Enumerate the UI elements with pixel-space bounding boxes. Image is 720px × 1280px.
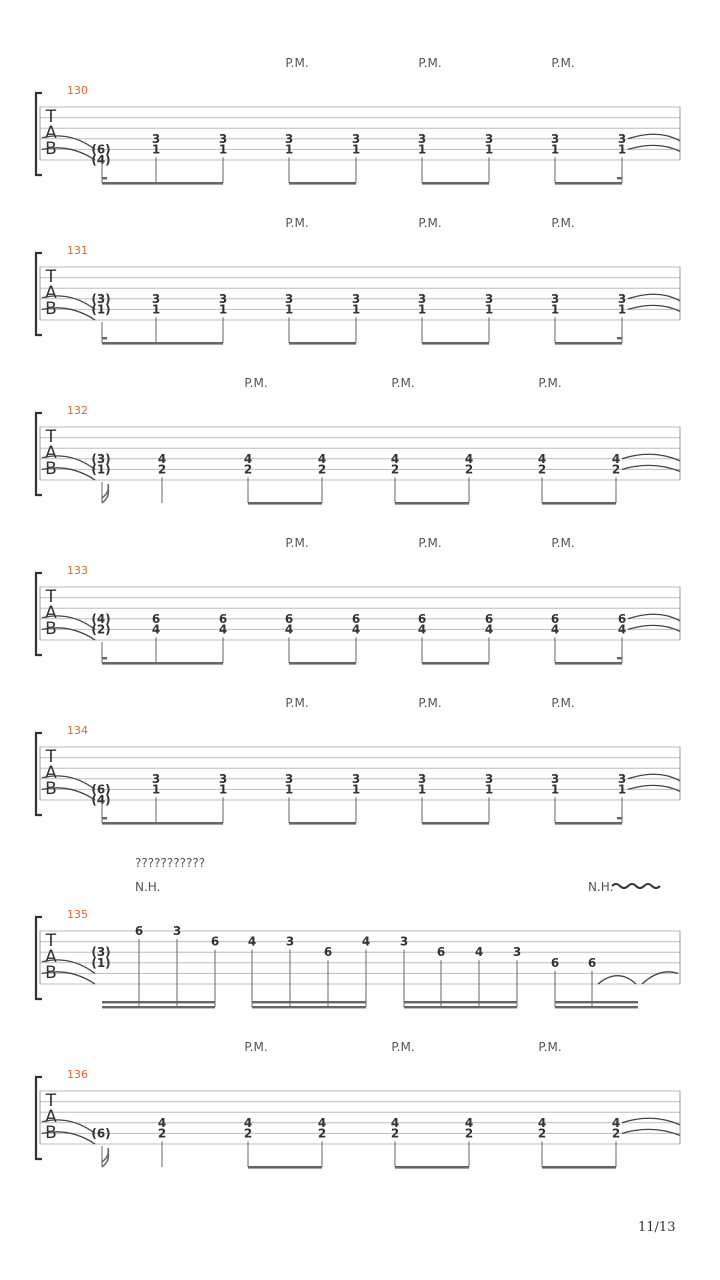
fret-note: 6 (550, 611, 560, 626)
tab-letter: A (45, 283, 57, 303)
fret-note: 3 (285, 934, 295, 949)
tied-note: (1) (91, 955, 111, 970)
fret-note: 4 (417, 622, 427, 637)
palm-mute-label: P.M. (244, 1040, 268, 1054)
tie-arc (628, 785, 680, 791)
tab-letter: A (45, 123, 57, 143)
beam (422, 822, 489, 825)
fret-note: 3 (484, 771, 494, 786)
tie-arc (622, 1118, 680, 1125)
fret-note: 4 (617, 622, 627, 637)
fret-note: 6 (134, 924, 144, 938)
beam (102, 182, 223, 185)
beam (395, 1166, 469, 1169)
tied-note: (4) (91, 153, 111, 167)
tie-arc (628, 305, 680, 311)
measure-number: 135 (67, 908, 88, 921)
palm-mute-label: P.M. (551, 536, 575, 550)
tied-note: (4) (91, 611, 111, 626)
fret-note: 3 (218, 291, 228, 306)
beam (555, 1006, 638, 1008)
page-number: 11/13 (638, 1220, 676, 1235)
tie-arc (622, 1129, 680, 1135)
tie-arc (628, 614, 680, 621)
fret-note: 6 (351, 611, 361, 626)
palm-mute-label: P.M. (418, 536, 442, 550)
fret-note: 3 (151, 291, 161, 306)
beam (289, 342, 356, 345)
fret-note: 1 (617, 782, 627, 797)
fret-note: 1 (550, 782, 560, 797)
fret-note: 3 (351, 771, 361, 786)
fret-note: 3 (284, 131, 294, 146)
fret-note: 4 (611, 451, 621, 466)
fret-note: 3 (484, 131, 494, 146)
fret-note: 1 (484, 782, 494, 797)
palm-mute-label: P.M. (418, 696, 442, 710)
fret-note: 3 (218, 771, 228, 786)
fret-note: 1 (218, 782, 228, 797)
palm-mute-label: P.M. (418, 56, 442, 70)
palm-mute-label: P.M. (391, 376, 415, 390)
beam (102, 822, 223, 825)
beam-stub (102, 657, 107, 659)
system-bracket (36, 733, 42, 815)
fret-note: 4 (218, 622, 228, 637)
tab-letter: T (45, 267, 57, 287)
fret-note: 3 (151, 771, 161, 786)
fret-note: 1 (218, 302, 228, 317)
fret-note: 2 (317, 462, 327, 477)
fret-note: 1 (417, 142, 427, 157)
fret-note: 6 (210, 934, 220, 949)
vibrato-mark (612, 884, 660, 888)
fret-note: 4 (243, 1115, 253, 1130)
natural-harmonic-label: N.H. (588, 880, 614, 894)
beam (289, 662, 356, 665)
fret-note: 2 (243, 462, 253, 477)
fret-note: 4 (243, 451, 253, 466)
fret-note: 3 (550, 771, 560, 786)
fret-note: 4 (351, 622, 361, 637)
palm-mute-label: P.M. (538, 1040, 562, 1054)
tied-note: (6) (91, 782, 111, 797)
tied-note: (3) (91, 451, 111, 466)
fret-note: 2 (464, 462, 474, 477)
beam (555, 342, 622, 345)
beam (555, 1001, 638, 1003)
fret-note: 4 (157, 451, 167, 466)
fret-note: 6 (218, 611, 228, 626)
tie-arc (628, 294, 680, 301)
palm-mute-label: P.M. (551, 56, 575, 70)
fret-note: 6 (617, 611, 627, 626)
fret-note: 4 (464, 451, 474, 466)
beam (542, 1166, 616, 1169)
fret-note: 3 (512, 945, 522, 960)
fret-note: 4 (317, 1115, 327, 1130)
tab-letter: B (45, 963, 57, 983)
beam-stub (617, 657, 622, 659)
fret-note: 4 (537, 451, 547, 466)
beam-stub (102, 177, 107, 179)
fret-note: 1 (151, 142, 161, 157)
fret-note: 1 (484, 302, 494, 317)
system-bracket (36, 413, 42, 495)
beam (542, 502, 616, 505)
tie-arc (628, 625, 680, 631)
beam (555, 822, 622, 825)
tab-letter: T (45, 747, 57, 767)
fret-note: 3 (550, 291, 560, 306)
system-bracket (36, 253, 42, 335)
measure-number: 130 (67, 84, 88, 97)
beam-stub (102, 337, 107, 339)
fret-note: 3 (399, 934, 409, 949)
measure-number: 131 (67, 244, 88, 257)
fret-note: 4 (390, 451, 400, 466)
beam (422, 662, 489, 665)
tied-note: (6) (91, 142, 111, 157)
tab-system-134 (36, 696, 680, 825)
beam (555, 182, 622, 185)
fret-note: 6 (151, 611, 161, 626)
fret-note: 1 (417, 302, 427, 317)
beam (102, 1006, 215, 1008)
beam (289, 182, 356, 185)
beam (248, 1166, 322, 1169)
fret-note: 4 (390, 1115, 400, 1130)
beam (102, 662, 223, 665)
fret-note: 3 (172, 924, 182, 938)
beam (102, 1001, 215, 1003)
beam (422, 342, 489, 345)
fret-note: 1 (550, 302, 560, 317)
fret-note: 4 (611, 1115, 621, 1130)
fret-note: 6 (436, 945, 446, 960)
fret-note: 2 (464, 1126, 474, 1141)
fret-note: 3 (284, 771, 294, 786)
palm-mute-label: P.M. (285, 696, 309, 710)
tied-note: (6) (91, 1126, 111, 1141)
tied-note: (2) (91, 622, 111, 637)
palm-mute-label: P.M. (391, 1040, 415, 1054)
fret-note: 4 (361, 934, 371, 949)
fret-note: 3 (617, 291, 627, 306)
tab-system-133 (36, 536, 680, 665)
fret-note: 3 (151, 131, 161, 146)
beam (248, 502, 322, 505)
system-bracket (36, 573, 42, 655)
note-flag (102, 484, 108, 503)
fret-note: 1 (550, 142, 560, 157)
tab-letter: A (45, 603, 57, 623)
tab-letter: A (45, 947, 57, 967)
tie-arc (622, 454, 680, 461)
tab-system-130 (36, 56, 680, 185)
tab-letter: B (45, 139, 57, 159)
fret-note: 4 (537, 1115, 547, 1130)
fret-note: 2 (611, 1126, 621, 1141)
measure-number: 132 (67, 404, 88, 417)
tie-arc (598, 976, 636, 984)
fret-note: 2 (537, 462, 547, 477)
tab-letter: T (45, 587, 57, 607)
palm-mute-label: P.M. (285, 56, 309, 70)
tied-note: (1) (91, 462, 111, 477)
annotation-text: ??????????? (135, 856, 206, 870)
fret-note: 2 (243, 1126, 253, 1141)
fret-note: 2 (317, 1126, 327, 1141)
fret-note: 4 (284, 622, 294, 637)
fret-note: 1 (151, 782, 161, 797)
system-bracket (36, 93, 42, 175)
palm-mute-label: P.M. (285, 536, 309, 550)
beam (289, 822, 356, 825)
tab-letter: A (45, 763, 57, 783)
fret-note: 4 (474, 945, 484, 960)
tab-letter: T (45, 427, 57, 447)
tab-letter: A (45, 1107, 57, 1127)
fret-note: 2 (390, 462, 400, 477)
tab-system-136 (36, 1040, 680, 1169)
palm-mute-label: P.M. (244, 376, 268, 390)
fret-note: 1 (617, 142, 627, 157)
fret-note: 6 (587, 955, 597, 970)
note-flag (102, 1148, 108, 1167)
measure-number: 133 (67, 564, 88, 577)
tab-letter: B (45, 619, 57, 639)
fret-note: 3 (351, 131, 361, 146)
palm-mute-label: P.M. (285, 216, 309, 230)
fret-note: 2 (611, 462, 621, 477)
tab-letter: T (45, 107, 57, 127)
tie-arc (628, 774, 680, 781)
tied-note: (3) (91, 945, 111, 960)
tab-letter: A (45, 443, 57, 463)
fret-note: 1 (284, 782, 294, 797)
measure-number: 134 (67, 724, 88, 737)
beam (422, 182, 489, 185)
tab-system-132 (36, 376, 680, 505)
system-bracket (36, 917, 42, 999)
measure-number: 136 (67, 1068, 88, 1081)
fret-note: 3 (550, 131, 560, 146)
tied-note: (1) (91, 302, 111, 317)
fret-note: 3 (617, 131, 627, 146)
fret-note: 2 (537, 1126, 547, 1141)
tied-note: (4) (91, 793, 111, 807)
fret-note: 1 (284, 142, 294, 157)
fret-note: 6 (550, 955, 560, 970)
tab-system-135 (36, 856, 680, 1008)
fret-note: 4 (484, 622, 494, 637)
fret-note: 4 (550, 622, 560, 637)
beam (395, 502, 469, 505)
fret-note: 4 (464, 1115, 474, 1130)
fret-note: 3 (218, 131, 228, 146)
fret-note: 4 (247, 934, 257, 949)
tab-letter: B (45, 779, 57, 799)
fret-note: 3 (351, 291, 361, 306)
beam (404, 1001, 517, 1003)
fret-note: 4 (151, 622, 161, 637)
beam-stub (617, 337, 622, 339)
beam-stub (617, 817, 622, 819)
fret-note: 1 (151, 302, 161, 317)
tab-letter: T (45, 1091, 57, 1111)
fret-note: 1 (351, 782, 361, 797)
natural-harmonic-label: N.H. (135, 880, 161, 894)
fret-note: 6 (284, 611, 294, 626)
palm-mute-label: P.M. (418, 216, 442, 230)
fret-note: 3 (484, 291, 494, 306)
beam-stub (617, 177, 622, 179)
palm-mute-label: P.M. (551, 696, 575, 710)
fret-note: 3 (617, 771, 627, 786)
fret-note: 2 (157, 1126, 167, 1141)
fret-note: 3 (417, 771, 427, 786)
beam (404, 1006, 517, 1008)
tab-letter: B (45, 1123, 57, 1143)
tied-note: (3) (91, 291, 111, 306)
tie-arc (622, 465, 680, 471)
beam (252, 1001, 366, 1003)
fret-note: 3 (417, 131, 427, 146)
fret-note: 1 (351, 302, 361, 317)
fret-note: 6 (484, 611, 494, 626)
beam-stub (102, 817, 107, 819)
tab-letter: B (45, 299, 57, 319)
fret-note: 4 (317, 451, 327, 466)
beam (102, 342, 223, 345)
fret-note: 1 (617, 302, 627, 317)
fret-note: 2 (157, 462, 167, 477)
fret-note: 6 (323, 945, 333, 960)
palm-mute-label: P.M. (538, 376, 562, 390)
fret-note: 2 (390, 1126, 400, 1141)
tie-arc (628, 145, 680, 151)
fret-note: 1 (351, 142, 361, 157)
fret-note: 1 (417, 782, 427, 797)
tie-arc (628, 134, 680, 141)
beam (555, 662, 622, 665)
palm-mute-label: P.M. (551, 216, 575, 230)
tab-system-131 (36, 216, 680, 345)
tab-letter: T (45, 931, 57, 951)
tab-letter: B (45, 459, 57, 479)
fret-note: 3 (417, 291, 427, 306)
fret-note: 3 (284, 291, 294, 306)
fret-note: 6 (417, 611, 427, 626)
fret-note: 4 (157, 1115, 167, 1130)
fret-note: 1 (218, 142, 228, 157)
system-bracket (36, 1077, 42, 1159)
fret-note: 1 (284, 302, 294, 317)
beam (252, 1006, 366, 1008)
fret-note: 1 (484, 142, 494, 157)
